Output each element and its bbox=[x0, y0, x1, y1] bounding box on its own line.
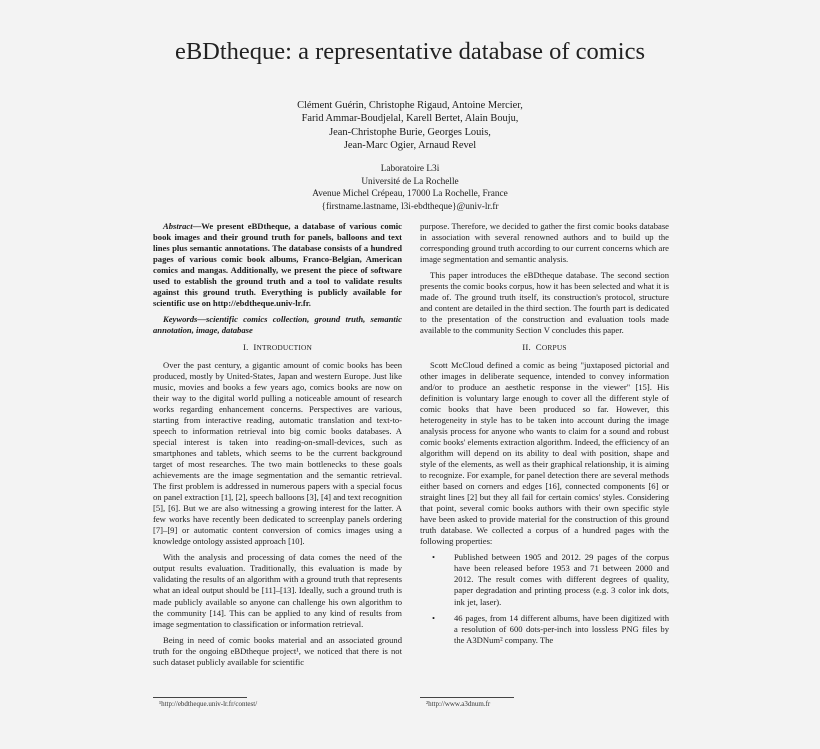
list-item bbox=[420, 552, 669, 607]
paragraph: purpose. Therefore, we decided to gather the first comic books database in association with several renowned authors and to build up the corresponding ground truth according to our current concerns which are image segmentation and semantic analysis. bbox=[420, 221, 669, 265]
section-numeral: II. bbox=[522, 342, 531, 353]
paragraph: Scott McCloud defined a comic as being "juxtaposed pictorial and other images in deliberate sequence, intended to convey information and/or to produce an aesthetic response in the viewer" [15]. His definition is voluntary large enough to cover all the different style of comic books that have been produced so far. However, this heterogeneity in style has to be taken into account during the image analysis process for anyone who wants to claim for a sound and robust comic books' elements extraction algorithm. Indeed, the efficiency of an algorithm will depend on its ability to deal with position, shape and style of the elements, as well as their graphical relationship, it is aiming to recognize. For example, for panel detection there are several methods either based on corners and edges [16], connected components [6] or straight lines [2] but they all fail for certain comics' styles. Considering that point, several comic books authors with their own specific style have been asked to provide material for the construction of this ground truth database. We collected a corpus of a hundred pages with the following properties: bbox=[420, 359, 669, 547]
paragraph: With the analysis and processing of data comes the need of the output results evaluation. Traditionally, this evaluation is made by validating the results of an algorithm with a ground truth that represents what an ideal output should be [11]–[13]. Ideally, such a ground truth is made publicly available so anyone can challenge his own algorithm to the community [14]. This can be applied to any kind of results from image segmentation to classification or information retrieval. bbox=[153, 552, 402, 629]
affiliation-line: Université de La Rochelle bbox=[361, 176, 459, 187]
keywords-lead: Keywords bbox=[163, 314, 198, 325]
author-line: Jean-Marc Ogier, Arnaud Revel bbox=[343, 140, 477, 152]
section-heading-introduction bbox=[153, 342, 402, 353]
affiliation-line: {firstname.lastname, l3i-ebdtheque}@univ-lr.fr bbox=[321, 201, 499, 212]
section-heading-corpus bbox=[420, 342, 669, 353]
left-column bbox=[153, 221, 402, 673]
section-initial: I bbox=[253, 342, 257, 353]
paragraph: Being in need of comic books material and an associated ground truth for the ongoing eBDtheque project¹, we noticed that there is not such dataset publicly available for scientific bbox=[153, 634, 402, 667]
paragraph: This paper introduces the eBDtheque database. The second section presents the comic books corpus, how it has been selected and what it is made of. The ground truth itself, its construction's protocol, structure and content are detailed in the third section. The fourth part is dedicated to the presentation of the construction and evaluation tools made available to the community Section V concludes this paper. bbox=[420, 270, 669, 336]
abstract-text: —We present eBDtheque, a database of various comic book images and their ground truth for panels, balloons and text lines plus semantic annotations. The database consists of a hundred pages of various comic book albums, Franco-Belgian, American comics and mangas. Additionally, we present the piece of software used to establish the ground truth and a tool to validate results against this ground truth. Everything is publicly available for scientific use on http://ebdtheque.univ-lr.fr. bbox=[153, 221, 402, 309]
section-initial: C bbox=[535, 342, 542, 353]
keywords bbox=[153, 314, 402, 336]
affiliation-block bbox=[0, 163, 820, 213]
paragraph: Over the past century, a gigantic amount of comic books has been produced, mostly by United-States, Japan and western Europe. Just like music, movies and books a few years ago, comics books are now on their way to the digital world pulling a noticeable amount of research works regarding enhancement concerns. Perspectives are various, starting from interactive reading, automatic translation and text-to-speech to information retrieval into big comic books databases. A special interest is taken into reading-on-small-devices, such as smartphones and tablets, which seems to be the current background target of most researches. The two main bottlenecks to these goals achievements are the image segmentation and the semantic retrieval. The first problem is addressed in numerous papers with a special focus on panel extraction [1], [2], speech balloons [3], [4] and text recognition [5], [6]. But we are also witnessing a growing interest for the latter. A few works have recently been dedicated to screenplay panels ordering [7]–[9] or automatic content conversion of comics images using a knowledge ontology assisted approach [10]. bbox=[153, 359, 402, 547]
author-line: Jean-Christophe Burie, Georges Louis, bbox=[329, 126, 491, 138]
abstract bbox=[153, 221, 402, 309]
footnote-left: ¹http://ebdtheque.univ-lr.fr/contest/ bbox=[159, 700, 258, 708]
properties-list bbox=[420, 552, 669, 645]
paper-title: eBDtheque: a representative database of comics bbox=[174, 38, 646, 65]
footnote-right: ²http://www.a3dnum.fr bbox=[426, 700, 491, 708]
keywords-text: —scientific comics collection, ground truth, semantic annotation, image, database bbox=[153, 314, 402, 336]
author-line: Clément Guérin, Christophe Rigaud, Antoine Mercier, bbox=[297, 100, 523, 111]
author-line: Farid Ammar-Boudjelal, Karell Bertet, Alain Bouju, bbox=[301, 113, 519, 125]
author-list bbox=[0, 99, 820, 153]
footnote-rule-left bbox=[153, 697, 247, 698]
abstract-lead: Abstract bbox=[163, 221, 193, 231]
section-rest: ORPUS bbox=[541, 343, 567, 353]
affiliation-line: Laboratoire L3i bbox=[380, 164, 440, 174]
bullet-glyph: • bbox=[432, 612, 436, 623]
affiliation-line: Avenue Michel Crépeau, 17000 La Rochelle, France bbox=[312, 189, 508, 200]
list-item-text: 46 pages, from 14 different albums, have been digitized with a resolution of 600 dots-per-inch into lossless PNG files by the A3DNum² company. The bbox=[454, 612, 669, 645]
list-item bbox=[420, 613, 669, 646]
right-column bbox=[420, 221, 669, 651]
list-item-text: Published between 1905 and 2012. 29 pages of the corpus have been released before 1953 and 71 between 2000 and 2012. The result comes with different degrees of quality, paper degradation and printing process (e.g. 3 color ink dots, ink jet, laser). bbox=[454, 552, 669, 607]
section-numeral: I. bbox=[242, 342, 249, 353]
section-rest: NTRODUCTION bbox=[256, 343, 313, 353]
bullet-glyph: • bbox=[432, 552, 436, 563]
footnote-rule-right bbox=[420, 697, 514, 698]
